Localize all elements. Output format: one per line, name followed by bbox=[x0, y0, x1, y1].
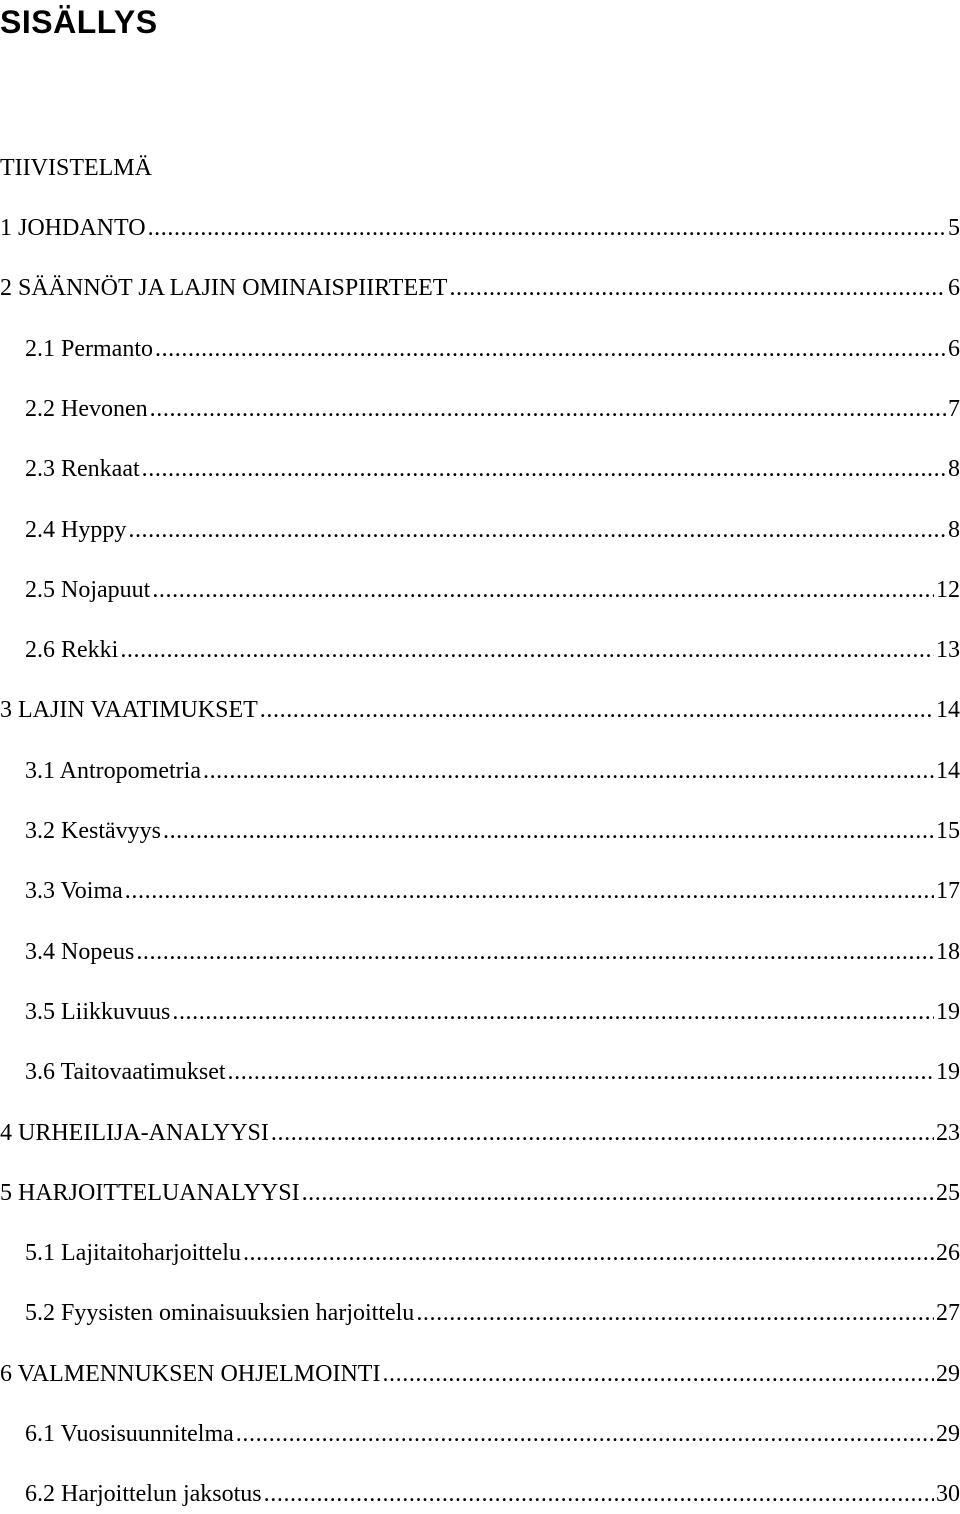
toc-entry-page-number: 29 bbox=[936, 1361, 960, 1387]
toc-entry-page-number: 6 bbox=[948, 336, 960, 362]
toc-entry-label: 3 LAJIN VAATIMUKSET bbox=[0, 697, 258, 723]
toc-entry-label: 3.5 Liikkuvuus bbox=[25, 999, 171, 1025]
toc-entry-label: 2.2 Hevonen bbox=[25, 396, 148, 422]
toc-entry-page-number: 23 bbox=[936, 1120, 960, 1146]
toc-entry-label: 3.4 Nopeus bbox=[25, 939, 135, 965]
toc-entry-label: 3.3 Voima bbox=[25, 878, 123, 904]
toc-dot-leader bbox=[148, 212, 946, 244]
toc-entry-page-number: 7 bbox=[948, 396, 960, 422]
toc-entry-label: 6.2 Harjoittelun jaksotus bbox=[25, 1481, 262, 1507]
toc-entry-page-number: 25 bbox=[936, 1180, 960, 1206]
toc-entry[interactable] bbox=[0, 453, 960, 485]
toc-entry-page-number: 14 bbox=[936, 697, 960, 723]
toc-dot-leader bbox=[136, 936, 934, 968]
toc-entry-page-number: 18 bbox=[936, 939, 960, 965]
toc-entry[interactable] bbox=[0, 1117, 960, 1149]
toc-entry[interactable] bbox=[0, 333, 960, 365]
toc-dot-leader bbox=[416, 1297, 934, 1329]
toc-entry[interactable] bbox=[0, 694, 960, 726]
page-title: SISÄLLYS bbox=[0, 4, 158, 40]
toc-entry-label: 5.2 Fyysisten ominaisuuksien harjoittelu bbox=[25, 1300, 415, 1326]
toc-dot-leader bbox=[264, 1478, 934, 1510]
toc-entry-label: 2.1 Permanto bbox=[25, 336, 153, 362]
toc-entry-page-number: 26 bbox=[936, 1240, 960, 1266]
toc-entry-page-number: 29 bbox=[936, 1421, 960, 1447]
toc-entry-page-number: 27 bbox=[936, 1300, 960, 1326]
toc-dot-leader bbox=[172, 996, 934, 1028]
toc-entry[interactable] bbox=[0, 272, 960, 304]
toc-entry-label: 6 VALMENNUKSEN OHJELMOINTI bbox=[0, 1361, 381, 1387]
toc-dot-leader bbox=[128, 514, 946, 546]
toc-entry[interactable] bbox=[0, 875, 960, 907]
toc-dot-leader bbox=[163, 815, 934, 847]
toc-entry[interactable] bbox=[0, 1237, 960, 1269]
toc-entry-label: 2.6 Rekki bbox=[25, 637, 119, 663]
toc-entry[interactable] bbox=[0, 574, 960, 606]
toc-dot-leader bbox=[271, 1117, 934, 1149]
toc-dot-leader bbox=[152, 574, 934, 606]
toc-entry-label: 3.1 Antropometria bbox=[25, 758, 201, 784]
toc-entry-page-number: 15 bbox=[936, 818, 960, 844]
toc-entry-page-number: 8 bbox=[948, 456, 960, 482]
toc-entry[interactable] bbox=[0, 1358, 960, 1390]
toc-dot-leader bbox=[260, 694, 934, 726]
toc-entry[interactable] bbox=[0, 936, 960, 968]
toc-entry-label: 4 URHEILIJA-ANALYYSI bbox=[0, 1120, 269, 1146]
toc-entry-page-number: 5 bbox=[948, 215, 960, 241]
toc-entry-label: 2.5 Nojapuut bbox=[25, 577, 151, 603]
toc-entry[interactable] bbox=[0, 1177, 960, 1209]
toc-dot-leader bbox=[155, 333, 946, 365]
toc-dot-leader bbox=[382, 1358, 934, 1390]
toc-dot-leader bbox=[120, 634, 934, 666]
toc-entry[interactable] bbox=[0, 996, 960, 1028]
toc-entry-page-number: 19 bbox=[936, 1059, 960, 1085]
toc-dot-leader bbox=[449, 272, 946, 304]
toc-entry-label: 1 JOHDANTO bbox=[0, 215, 146, 241]
toc-dot-leader bbox=[243, 1237, 934, 1269]
toc-entry[interactable] bbox=[0, 1297, 960, 1329]
toc-entry-label: 6.1 Vuosisuunnitelma bbox=[25, 1421, 234, 1447]
toc-entry-abstract: TIIVISTELMÄ bbox=[0, 155, 152, 181]
toc-entry[interactable] bbox=[0, 393, 960, 425]
toc-entry[interactable] bbox=[0, 1478, 960, 1510]
toc-entry[interactable] bbox=[0, 815, 960, 847]
toc-entry[interactable] bbox=[0, 1418, 960, 1450]
toc-entry-label: 2 SÄÄNNÖT JA LAJIN OMINAISPIIRTEET bbox=[0, 275, 448, 301]
toc-dot-leader bbox=[302, 1177, 934, 1209]
toc-entry-page-number: 6 bbox=[948, 275, 960, 301]
toc-entry-page-number: 17 bbox=[936, 878, 960, 904]
toc-entry-label: 5 HARJOITTELUANALYYSI bbox=[0, 1180, 300, 1206]
toc-entry-page-number: 8 bbox=[948, 517, 960, 543]
toc-entry-page-number: 14 bbox=[936, 758, 960, 784]
toc-entry-page-number: 13 bbox=[936, 637, 960, 663]
toc-dot-leader bbox=[228, 1056, 934, 1088]
toc-entry-label: 3.2 Kestävyys bbox=[25, 818, 161, 844]
toc-entry-label: 2.4 Hyppy bbox=[25, 517, 127, 543]
toc-entry-page-number: 30 bbox=[936, 1481, 960, 1507]
toc-dot-leader bbox=[142, 453, 946, 485]
toc-entry[interactable] bbox=[0, 755, 960, 787]
toc-entry-label: 5.1 Lajitaitoharjoittelu bbox=[25, 1240, 241, 1266]
toc-dot-leader bbox=[125, 875, 934, 907]
toc-entry-page-number: 12 bbox=[936, 577, 960, 603]
toc-dot-leader bbox=[236, 1418, 934, 1450]
toc-entry[interactable] bbox=[0, 514, 960, 546]
toc-entry-label: 3.6 Taitovaatimukset bbox=[25, 1059, 226, 1085]
toc-dot-leader bbox=[203, 755, 934, 787]
toc-entry[interactable] bbox=[0, 212, 960, 244]
toc-dot-leader bbox=[150, 393, 946, 425]
toc-entry-page-number: 19 bbox=[936, 999, 960, 1025]
toc-entry[interactable] bbox=[0, 634, 960, 666]
toc-entry[interactable] bbox=[0, 1056, 960, 1088]
toc-entry-label: 2.3 Renkaat bbox=[25, 456, 140, 482]
